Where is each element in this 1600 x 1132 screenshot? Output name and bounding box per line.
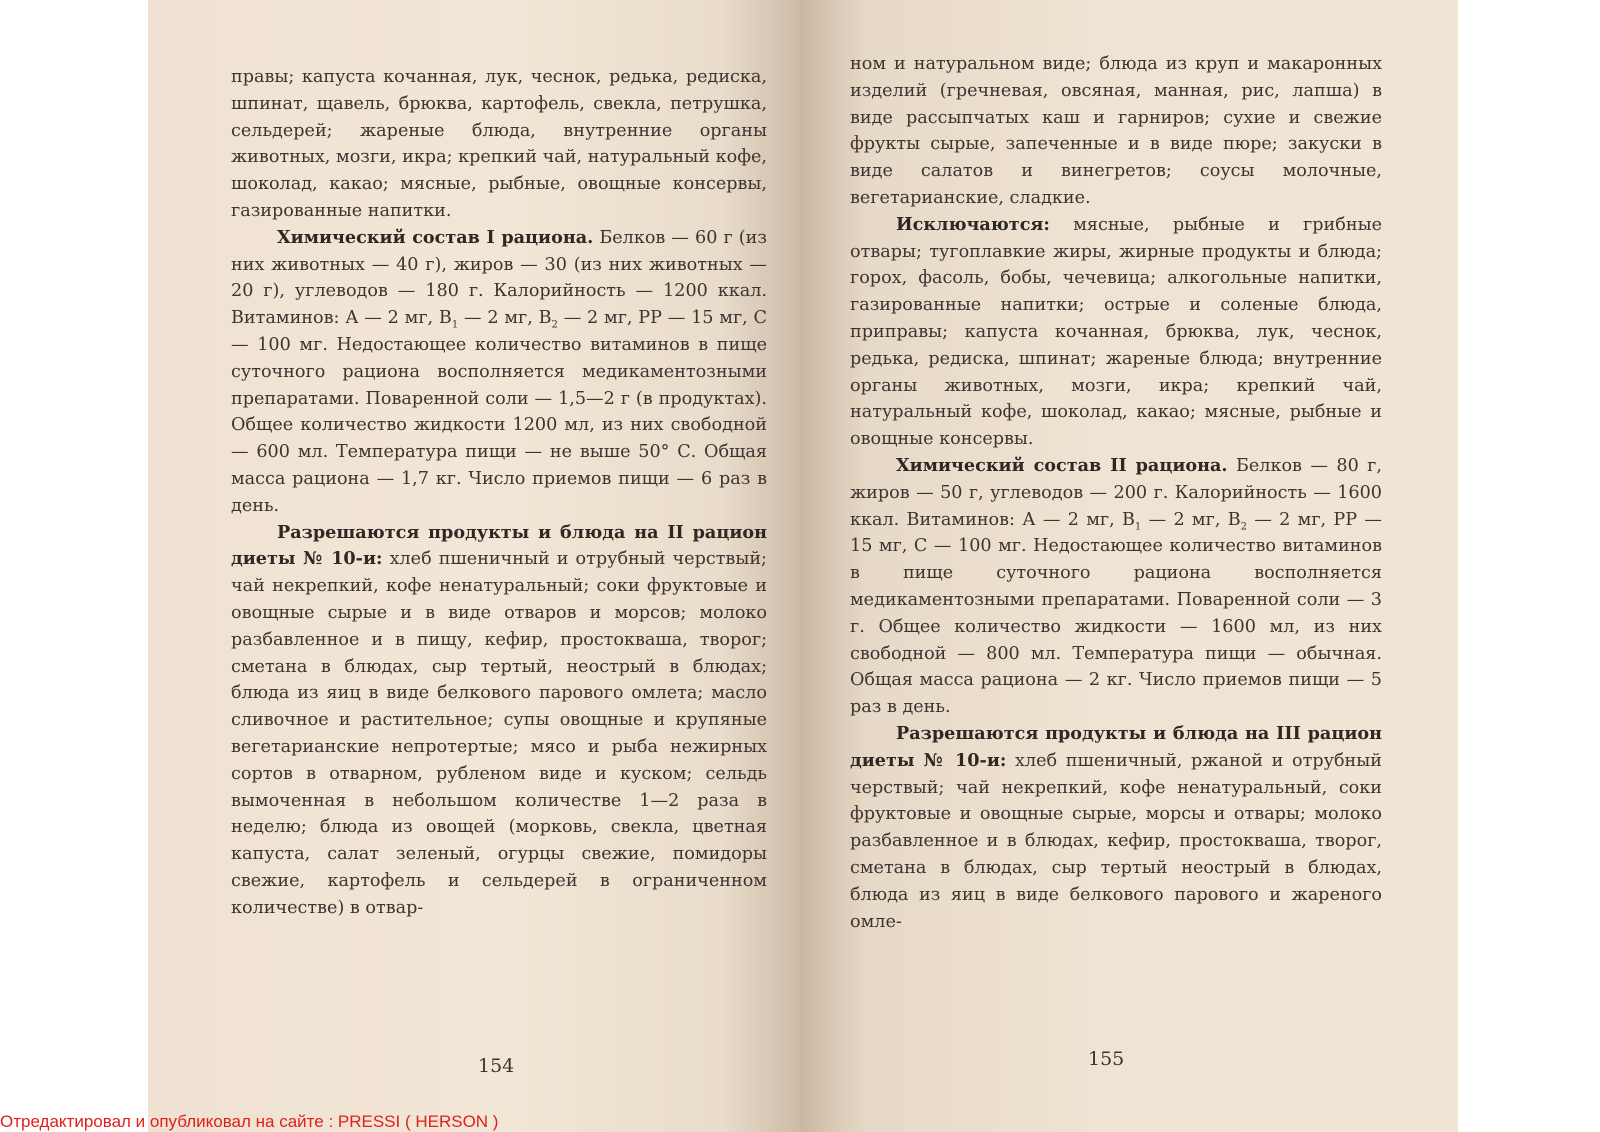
paragraph — [850, 212, 1382, 453]
paragraph-text: Белков — 60 г (из них животных — 40 г), жиров — 30 (из них животных — 20 г), углеводов — 180 г. Калорийность — 1200 ккал. Витаминов: А — 2 мг, В — [231, 227, 767, 329]
paragraph — [850, 721, 1382, 935]
subscript: 2 — [551, 319, 558, 331]
subscript: 1 — [1134, 521, 1142, 533]
left-page-text — [231, 64, 767, 922]
paragraph-text: ном и натуральном виде; блюда из круп и макаронных изделий (гречневая, овсяная, манная, рис, лапша) в виде рассыпчатых каш и гарниров; сухие и свежие фрукты сырые, запеченные и в виде пюре; закуски в виде салатов и винегретов; соусы молочные, вегетарианские, сладкие. — [850, 54, 1382, 208]
page-number: 155 — [1088, 1048, 1125, 1070]
publisher-credit: Отредактировал и опубликовал на сайте : PRESSI ( HERSON ) — [0, 1112, 499, 1131]
paragraph-text: — 2 мг, В — [464, 308, 552, 329]
paragraph-heading: Разрешаются продукты и блюда на III рацион диеты № 10-и: — [850, 722, 1382, 771]
right-page-text — [850, 51, 1382, 935]
right-page — [800, 0, 1458, 1132]
page-number: 154 — [478, 1055, 515, 1077]
paragraph-text: — 2 мг, В — [1148, 509, 1241, 530]
paragraph — [850, 51, 1382, 212]
paragraph-text: мясные, рыбные и грибные отвары; тугоплавкие жиры, жирные продукты и блюда; горох, фасоль, бобы, чечевица; алкогольные напитки, газированные напитки; острые и соленые блюда, приправы; капуста кочанная, брюква, лук, чеснок, редька, редиска, шпинат; жареные блюда; внутренние органы животных, мозги, икра; крепкий чай, натуральный кофе, шоколад, какао; мясные, рыбные и овощные консервы. — [850, 214, 1382, 450]
book-spread — [148, 0, 1458, 1132]
subscript: 2 — [1240, 521, 1248, 533]
paragraph-text: — 2 мг, РР — 15 мг, С — 100 мг. Недостающее количество витаминов в пище суточного рациона восполняется медикаментозными препаратами. Поваренной соли — 3 г. Общее количество жидкости — 1600 мл, из них свободной — 800 мл. Температура пищи — обычная. Общая масса рациона — 2 кг. Число приемов пищи — 5 раз в день. — [850, 509, 1382, 718]
paragraph-heading: Химический состав I рациона. — [277, 226, 594, 248]
subscript: 1 — [451, 319, 459, 331]
paragraph — [231, 64, 767, 225]
left-page — [148, 0, 800, 1132]
paragraph — [231, 520, 767, 922]
paragraph — [231, 225, 767, 520]
paragraph-text: хлеб пшеничный и отрубный черствый; чай некрепкий, кофе ненатуральный; соки фруктовые и овощные сырые и в виде отваров и морсов; молоко разбавленное и в пищу, кефир, простокваша, творог; сметана в блюдах, сыр тертый, неострый в блюдах; блюда из яиц в виде белкового парового омлета; масло сливочное и растительное; супы овощные и крупяные вегетарианские непротертые; мясо и рыба нежирных сортов в отварном, рубленом виде и куском; сельдь вымоченная в небольшом количестве 1—2 раза в неделю; блюда из овощей (морковь, свекла, цветная капуста, салат зеленый, огурцы свежие, помидоры свежие, картофель и сельдерей в ограниченном количестве) в отвар- — [231, 549, 767, 918]
paragraph-heading: Химический состав II рациона. — [896, 454, 1228, 476]
paragraph-heading: Исключаются: — [896, 213, 1050, 235]
paragraph — [850, 453, 1382, 721]
paragraph-text: правы; капуста кочанная, лук, чеснок, редька, редиска, шпинат, щавель, брюква, картофель, свекла, петрушка, сельдерей; жареные блюда, внутренние органы животных, мозги, икра; крепкий чай, натуральный кофе, шоколад, какао; мясные, рыбные, овощные консервы, газированные напитки. — [231, 67, 767, 221]
paragraph-heading: Разрешаются продукты и блюда на II рацион диеты № 10-и: — [231, 521, 767, 570]
paragraph-text: — 2 мг, РР — 15 мг, С — 100 мг. Недостающее количество витаминов в пище суточного рациона восполняется медикаментозными препаратами. Поваренной соли — 1,5—2 г (в продуктах). Общее количество жидкости 1200 мл, из них свободной — 600 мл. Температура пищи — не выше 50° С. Общая масса рациона — 1,7 кг. Число приемов пищи — 6 раз в день. — [231, 308, 767, 516]
paragraph-text: Белков — 80 г, жиров — 50 г, углеводов — 200 г. Калорийность — 1600 ккал. Витаминов: А — 2 мг, В — [850, 455, 1382, 530]
paragraph-text: хлеб пшеничный, ржаной и отрубный черствый; чай некрепкий, кофе ненатуральный, соки фруктовые и овощные сырые, морсы и отвары; молоко разбавленное и в блюдах, кефир, простокваша, творог, сметана в блюдах, сыр тертый неострый в блюдах, блюда из яиц в виде белкового парового и жареного омле- — [850, 750, 1383, 932]
